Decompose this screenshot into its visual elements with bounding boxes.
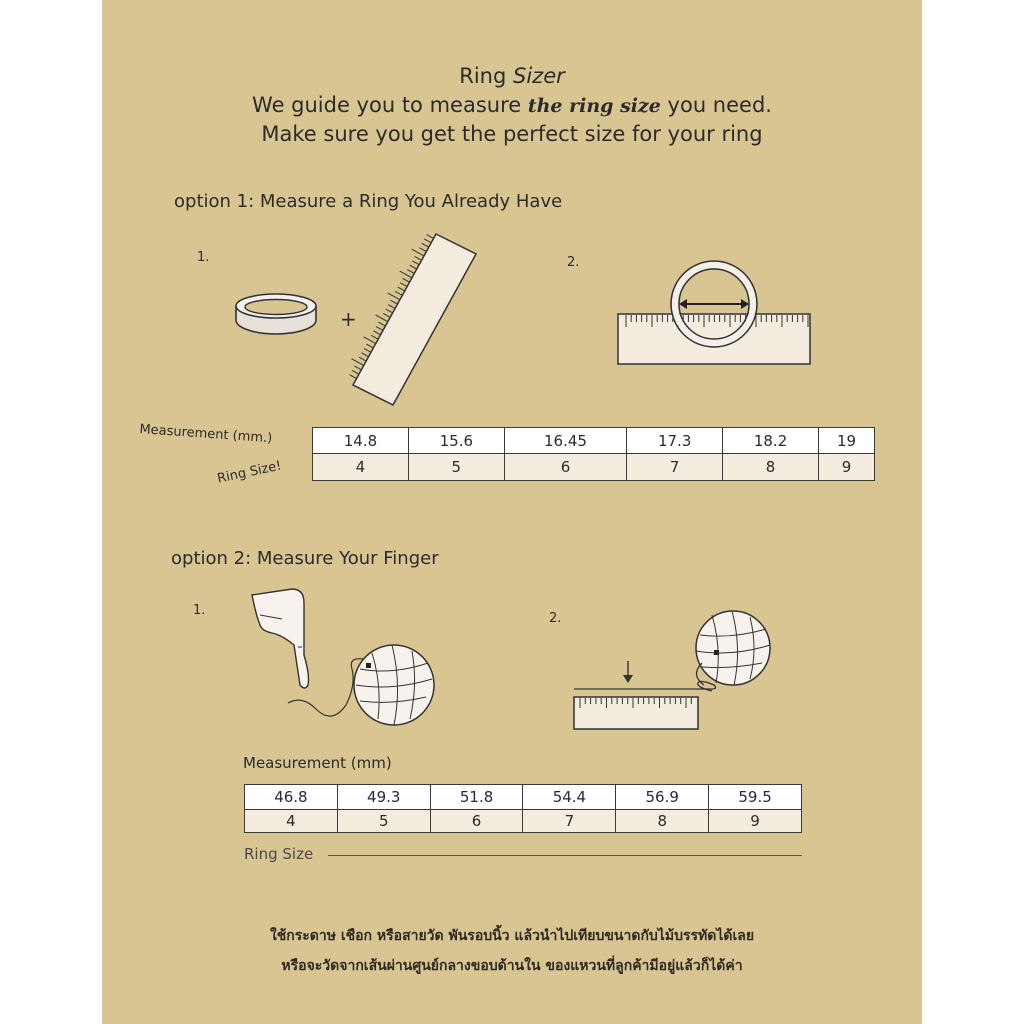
ring-size-cell: 7 bbox=[627, 454, 723, 481]
measurement-cell: 17.3 bbox=[627, 428, 723, 454]
footer-thai-line-2: หรือจะวัดจากเส้นผ่านศูนย์กลางขอบด้านใน ของแหวนที่ลูกค้ามีอยู่แล้วก็ได้ค่า bbox=[281, 958, 743, 974]
ring-size-row bbox=[245, 810, 802, 833]
footer-thai-line-1: ใช้กระดาษ เชือก หรือสายวัด พันรอบนิ้ว แล้วนำไปเทียบขนาดกับไม้บรรทัดได้เลย bbox=[269, 928, 755, 944]
ruler-tick bbox=[362, 353, 369, 357]
measurement-cell: 49.3 bbox=[337, 785, 430, 810]
ring-size-cell: 9 bbox=[709, 810, 802, 833]
ruler-tick bbox=[400, 271, 412, 278]
ring-size-cell: 4 bbox=[245, 810, 338, 833]
ruler-tick bbox=[419, 248, 426, 252]
measurement-cell: 14.8 bbox=[313, 428, 409, 454]
measurement-cell: 46.8 bbox=[245, 785, 338, 810]
ruler-tick bbox=[359, 357, 366, 361]
ring-sizer-card bbox=[102, 0, 922, 1024]
measurement-row bbox=[313, 428, 875, 454]
subtitle-line-2: Make sure you get the perfect size for your ring bbox=[261, 122, 763, 146]
option1-size-table bbox=[312, 427, 875, 481]
ring-size-cell: 5 bbox=[408, 454, 504, 481]
ruler-tick bbox=[424, 239, 431, 243]
ring-size-cell: 5 bbox=[337, 810, 430, 833]
subtitle-part: We guide you to measure bbox=[252, 93, 528, 117]
hand-measuring-icon bbox=[242, 585, 442, 730]
option1-heading: option 1: Measure a Ring You Already Have bbox=[174, 191, 563, 212]
ruler-with-ring-icon bbox=[616, 254, 816, 366]
subtitle-emphasis: the ring size bbox=[527, 95, 661, 117]
ruler-tick bbox=[374, 331, 381, 335]
ring-size-cell: 6 bbox=[430, 810, 523, 833]
option1-step1-number: 1. bbox=[197, 250, 210, 265]
ruler-tick bbox=[407, 270, 414, 274]
ruler-tick bbox=[376, 327, 383, 331]
yarn-ruler-icon bbox=[572, 605, 802, 735]
option2-heading: option 2: Measure Your Finger bbox=[171, 548, 439, 569]
ruler-tick bbox=[412, 261, 419, 265]
ruler-tick bbox=[371, 335, 378, 339]
title-italic: Sizer bbox=[513, 64, 565, 88]
ring-size-cell: 8 bbox=[616, 810, 709, 833]
ruler-tick bbox=[383, 313, 390, 317]
measurement-cell: 59.5 bbox=[709, 785, 802, 810]
option2-size-table bbox=[244, 784, 802, 833]
ring-size-label-2: Ring Size bbox=[244, 845, 314, 863]
ruler-tick bbox=[354, 366, 361, 370]
ring-size-cell: 9 bbox=[818, 454, 874, 481]
ruler-tick bbox=[351, 359, 363, 366]
ruler-tick bbox=[388, 305, 395, 309]
measurement-label-2: Measurement (mm) bbox=[243, 754, 392, 772]
ruler-tick bbox=[422, 243, 429, 247]
measurement-cell: 54.4 bbox=[523, 785, 616, 810]
ruler-tick bbox=[395, 291, 402, 295]
ruler-tick bbox=[410, 265, 417, 269]
subtitle-line-1 bbox=[102, 91, 922, 121]
plus-sign: + bbox=[340, 307, 357, 331]
ring-icon bbox=[232, 290, 322, 340]
ruler-tick bbox=[390, 300, 397, 304]
measurement-cell: 19 bbox=[818, 428, 874, 454]
measurement-label-1: Measurement (mm.) bbox=[138, 422, 273, 447]
ring-size-cell: 7 bbox=[523, 810, 616, 833]
ring-size-cell: 4 bbox=[313, 454, 409, 481]
option1-step2-number: 2. bbox=[567, 255, 580, 270]
measurement-cell: 15.6 bbox=[408, 428, 504, 454]
title-text: Ring bbox=[459, 64, 513, 88]
ruler-tick bbox=[398, 287, 405, 291]
measurement-cell: 16.45 bbox=[504, 428, 626, 454]
ring-size-label-1: Ring Size! bbox=[216, 458, 283, 487]
measurement-row bbox=[245, 785, 802, 810]
option2-step2-number: 2. bbox=[549, 611, 562, 626]
measurement-cell: 56.9 bbox=[616, 785, 709, 810]
measurement-cell: 51.8 bbox=[430, 785, 523, 810]
ruler-tick bbox=[412, 249, 424, 256]
ruler-tick bbox=[352, 370, 359, 374]
ruler-tick bbox=[402, 278, 409, 282]
subtitle-part: you need. bbox=[660, 93, 772, 117]
ruler-tick bbox=[415, 256, 422, 260]
option2-step1-number: 1. bbox=[193, 603, 206, 618]
ring-size-row bbox=[313, 454, 875, 481]
ruler-tick bbox=[364, 337, 376, 344]
ruler-tick bbox=[400, 283, 407, 287]
ruler-tick bbox=[427, 235, 434, 239]
ring-size-cell: 6 bbox=[504, 454, 626, 481]
ruler-tick bbox=[376, 315, 388, 322]
ruler-tick bbox=[366, 344, 373, 348]
measurement-cell: 18.2 bbox=[723, 428, 819, 454]
ring-size-underline bbox=[328, 855, 802, 856]
ruler-tick bbox=[378, 322, 385, 326]
page-title bbox=[102, 62, 922, 91]
ring-size-cell: 8 bbox=[723, 454, 819, 481]
ruler-tick bbox=[364, 348, 371, 352]
ruler-tick bbox=[388, 293, 400, 300]
ruler-tick bbox=[386, 309, 393, 313]
ruler-tick bbox=[350, 375, 357, 379]
diagonal-ruler-icon bbox=[352, 232, 482, 407]
